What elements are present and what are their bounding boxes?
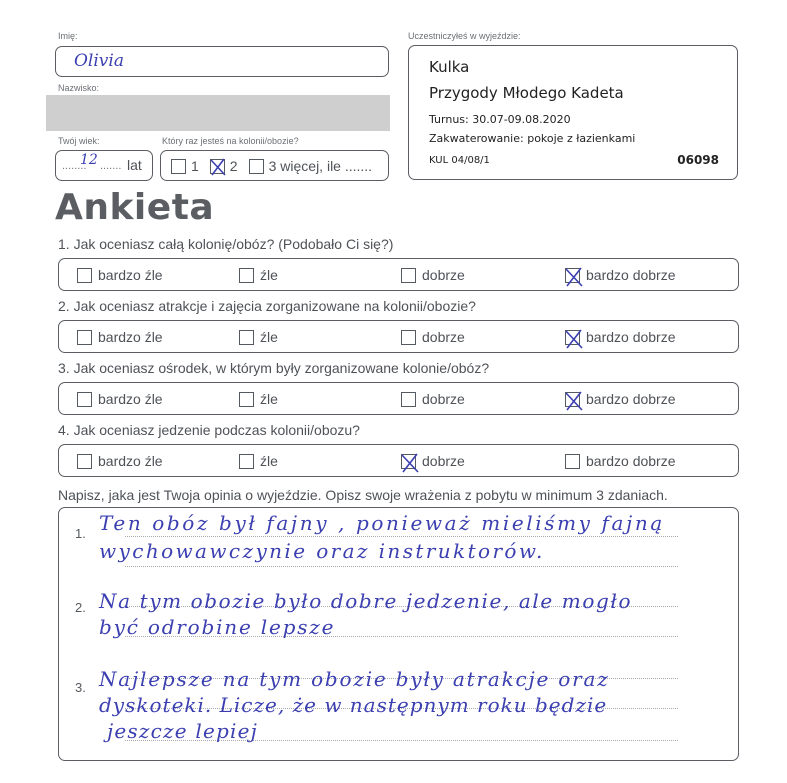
- camp-subtitle: Przygody Młodego Kadeta: [429, 84, 624, 102]
- which-time-field: [160, 150, 389, 181]
- question-2-text: 2. Jak oceniasz atrakcje i zajęcia zorganizowane na kolonii/obozie?: [58, 298, 476, 314]
- question-2-option-1[interactable]: [77, 329, 163, 345]
- answer-checkbox[interactable]: [401, 392, 416, 407]
- question-4-option-1[interactable]: [77, 453, 163, 469]
- surname-redaction: [46, 95, 390, 131]
- opinion-line-4: być odrobine lepsze: [99, 615, 336, 639]
- age-dots-before: ........: [62, 160, 87, 172]
- answer-label: bardzo źle: [98, 453, 163, 469]
- answer-checkbox[interactable]: [565, 454, 580, 469]
- which-time-checkbox-3[interactable]: [249, 159, 264, 174]
- camp-turnus: Turnus: 30.07-09.08.2020: [429, 113, 571, 126]
- answer-checkbox[interactable]: [239, 268, 254, 283]
- question-3-option-4[interactable]: [565, 391, 676, 407]
- age-unit: lat: [127, 157, 142, 173]
- answer-checkbox[interactable]: [239, 330, 254, 345]
- age-value: 12: [80, 152, 98, 168]
- camp-info-box: [408, 45, 738, 180]
- opinion-number-2: 2.: [75, 600, 86, 615]
- answer-checkbox[interactable]: [239, 392, 254, 407]
- question-1-option-3[interactable]: [401, 267, 465, 283]
- question-2-answers: [58, 320, 739, 353]
- question-1-option-4[interactable]: [565, 267, 676, 283]
- answer-checkbox[interactable]: [401, 330, 416, 345]
- answer-checkbox[interactable]: [239, 454, 254, 469]
- age-field[interactable]: [55, 150, 153, 181]
- name-label: Imię:: [58, 31, 78, 41]
- question-1-text: 1. Jak oceniasz całą kolonię/obóz? (Podobało Ci się?): [58, 236, 394, 252]
- opinion-line-3: Na tym obozie było dobre jedzenie, ale mogło: [99, 589, 633, 613]
- question-2-option-4[interactable]: [565, 329, 676, 345]
- survey-title: Ankieta: [55, 187, 215, 228]
- name-field[interactable]: [55, 46, 389, 77]
- which-time-option-2: 2: [229, 158, 238, 174]
- answer-label: dobrze: [422, 453, 465, 469]
- age-dots-after: .......: [100, 160, 122, 172]
- answer-checkbox[interactable]: [77, 330, 92, 345]
- answer-checkbox[interactable]: [401, 268, 416, 283]
- answer-label: dobrze: [422, 267, 465, 283]
- question-1-answers: [58, 258, 739, 291]
- question-3-answers: [58, 382, 739, 415]
- which-time-checkbox-1[interactable]: [171, 159, 186, 174]
- camp-code: KUL 04/08/1: [429, 155, 490, 166]
- answer-label: bardzo źle: [98, 267, 163, 283]
- which-time-option-1: 1: [191, 158, 199, 174]
- answer-label: bardzo źle: [98, 391, 163, 407]
- participant-label: Uczestniczyłeś w wyjeździe:: [408, 31, 521, 41]
- opinion-line-1: Ten obóz był fajny , ponieważ mieliśmy fajną: [99, 511, 665, 535]
- question-2-option-2[interactable]: [239, 329, 278, 345]
- which-time-checkbox-2[interactable]: [210, 159, 225, 174]
- answer-label: źle: [260, 391, 278, 407]
- answer-label: bardzo dobrze: [586, 391, 676, 407]
- question-3-option-2[interactable]: [239, 391, 278, 407]
- answer-label: źle: [260, 453, 278, 469]
- opinion-line-7: jeszcze lepiej: [107, 719, 259, 743]
- answer-checkbox[interactable]: [565, 330, 580, 345]
- answer-checkbox[interactable]: [401, 454, 416, 469]
- question-3-option-1[interactable]: [77, 391, 163, 407]
- question-4-option-4[interactable]: [565, 453, 676, 469]
- opinion-number-1: 1.: [75, 526, 86, 541]
- answer-label: bardzo dobrze: [586, 453, 676, 469]
- answer-label: bardzo dobrze: [586, 267, 676, 283]
- answer-label: źle: [260, 329, 278, 345]
- question-4-option-2[interactable]: [239, 453, 278, 469]
- question-4-text: 4. Jak oceniasz jedzenie podczas kolonii/obozu?: [58, 422, 360, 438]
- answer-label: dobrze: [422, 391, 465, 407]
- opinion-line-5: Najlepsze na tym obozie były atrakcje oraz: [99, 667, 610, 691]
- answer-checkbox[interactable]: [77, 392, 92, 407]
- question-1-option-2[interactable]: [239, 267, 278, 283]
- question-4-option-3[interactable]: [401, 453, 465, 469]
- question-3-option-3[interactable]: [401, 391, 465, 407]
- opinion-prompt: Napisz, jaka jest Twoja opinia o wyjeździe. Opisz swoje wrażenia z pobytu w minimum 3 zdaniach.: [58, 487, 668, 503]
- opinion-line-6: dyskoteki. Licze, że w następnym roku będzie: [99, 693, 608, 717]
- which-time-option-3: 3 więcej, ile .......: [268, 158, 373, 174]
- answer-checkbox[interactable]: [565, 268, 580, 283]
- opinion-line-2: wychowawczynie oraz instruktorów.: [99, 539, 545, 563]
- question-1-option-1[interactable]: [77, 267, 163, 283]
- age-label: Twój wiek:: [58, 136, 100, 146]
- question-3-text: 3. Jak oceniasz ośrodek, w którym były zorganizowane kolonie/obóz?: [58, 360, 490, 376]
- which-time-label: Który raz jesteś na kolonii/obozie?: [162, 136, 299, 146]
- answer-checkbox[interactable]: [77, 454, 92, 469]
- question-2-option-3[interactable]: [401, 329, 465, 345]
- surname-label: Nazwisko:: [58, 83, 100, 93]
- answer-label: bardzo źle: [98, 329, 163, 345]
- answer-checkbox[interactable]: [77, 268, 92, 283]
- camp-name: Kulka: [429, 58, 470, 76]
- opinion-box[interactable]: [58, 507, 739, 761]
- answer-label: źle: [260, 267, 278, 283]
- camp-number: 06098: [677, 153, 719, 167]
- question-4-answers: [58, 444, 739, 477]
- camp-accommodation: Zakwaterowanie: pokoje z łazienkami: [429, 132, 636, 145]
- answer-label: bardzo dobrze: [586, 329, 676, 345]
- name-value: Olivia: [74, 51, 124, 71]
- opinion-number-3: 3.: [75, 680, 86, 695]
- answer-label: dobrze: [422, 329, 465, 345]
- answer-checkbox[interactable]: [565, 392, 580, 407]
